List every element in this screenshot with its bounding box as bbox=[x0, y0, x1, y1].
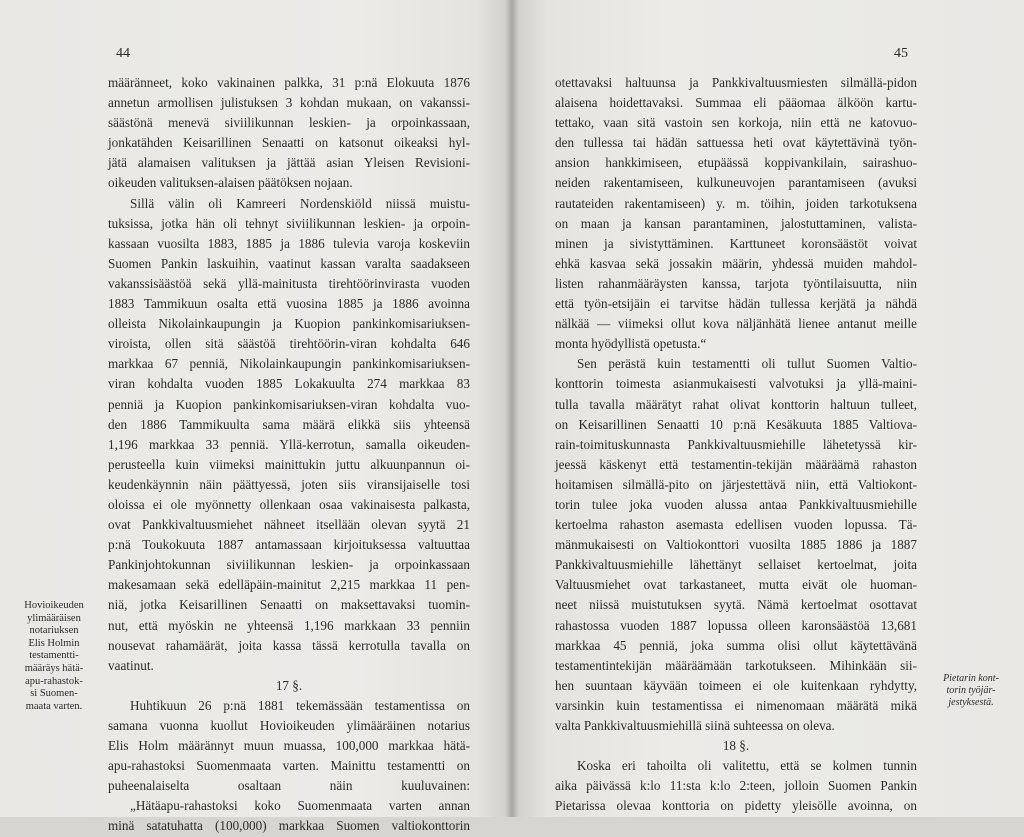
text-line: markkaa 45 penniä, joka summa olisi ollut käytettävänä bbox=[555, 637, 917, 653]
margin-note-line: notariuksen bbox=[29, 625, 79, 637]
text-line: otettavaksi haltuunsa ja Pankkivaltuusmiesten silmällä-pidon bbox=[555, 75, 917, 90]
text-line: keudenkäynnin näin päättyessä, joten siis viransijaiselle tosi bbox=[108, 476, 470, 492]
text-line: 1,196 markkaa 33 penniä. Yllä-kerrotun, samalla oikeuden- bbox=[108, 436, 470, 452]
text-line: torin tulee joka vuoden alussa antaa Pankkivaltuusmiehille bbox=[555, 496, 917, 512]
page-number: 45 bbox=[894, 46, 908, 61]
text-line: säästönä menevä siviilikunnan leskien- ja orpoinkassaan, bbox=[108, 115, 470, 131]
text-line: testamentintekijän määräämään tarkotukseen. Mihinkään sii- bbox=[555, 657, 917, 673]
text-line: 1883 Tammikuun osalta että vuosina 1885 ja 1886 avoinna bbox=[108, 296, 470, 312]
text-line: apu-rahastoksi Suomenmaata varten. Mainittu testamentti on bbox=[108, 758, 470, 774]
text-line: määränneet, koko vakinainen palkka, 31 p:nä Elokuuta 1876 bbox=[108, 75, 470, 90]
text-line: viroista, ollen sitä säästöä tirehtöörin-viran kohdalta 646 bbox=[108, 336, 470, 352]
text-line: oikeuden valituksen-alaisen päätöksen nojaan. bbox=[108, 175, 353, 191]
text-line: „Hätäapu-rahastoksi koko Suomenmaata varten annan bbox=[130, 798, 470, 814]
text-line: Valtuusmiehet ovat tarkastaneet, mutta eivät ole huoman- bbox=[555, 577, 917, 593]
left-page bbox=[0, 0, 512, 834]
text-line: mänmukaisesti on Valtiokonttori vuosilta 1885 1886 ja 1887 bbox=[555, 537, 917, 553]
text-line: vaatinut. bbox=[108, 657, 154, 673]
text-line: jätä alamaisen valituksen ja jättää asian Yleisen Revisioni- bbox=[108, 155, 470, 171]
text-line: Pankinjohtokunnan siviilikunnan leskien- ja orpoinkassaan bbox=[108, 557, 470, 573]
text-line: jeessä käskenyt että testamentin-tekijän määräämä rahaston bbox=[555, 456, 917, 472]
text-line: listen rahanmääräysten kanssa, tarjota työntilaisuutta, niin bbox=[555, 275, 917, 291]
text-line: ovat Pankkivaltuusmiehet nähneet itsellään olevan syytä 21 bbox=[108, 517, 470, 533]
text-line: ehkä kasvaa sekä jossakin määrin, yhdessä muiden mahdol- bbox=[555, 255, 917, 271]
text-line: neiden rakentamiseen, kulkuneuvojen parantamiseen (avuksi bbox=[555, 175, 917, 191]
text-line: ansion hankkimiseen, etupäässä koppivankilain, sairashuo- bbox=[555, 155, 917, 171]
text-line: nousevat rahamäärät, joita kassa tässä kerrotulla tavalla on bbox=[108, 637, 470, 653]
text-line: alaisena hoidettavaksi. Summaa eli pääomaa älköön kartu- bbox=[555, 95, 917, 111]
text-line: monta hyödyllistä opetusta.“ bbox=[555, 336, 707, 352]
text-line: Pankkivaltuusmiehille lähettänyt sellaiset kertoelmat, joita bbox=[555, 557, 917, 573]
margin-note-line: ylimääräisen bbox=[27, 612, 81, 624]
text-line: minen ja sivistyttäminen. Karttuneet koronsäästöt voivat bbox=[555, 235, 917, 251]
text-line: annetun armollisen julistuksen 3 kohdan mukaan, on vakanssi- bbox=[108, 95, 470, 111]
text-line: p:nä Toukokuuta 1887 antamassaan kirjoituksessa valtuuttaa bbox=[108, 537, 470, 553]
text-line: tettako, vaan sitä vastoin sen korkoja, niin että ne katovuo- bbox=[555, 115, 917, 131]
text-line: aika päivässä k:lo 11:sta k:lo 2:teen, jolloin Suomen Pankin bbox=[555, 778, 917, 794]
text-line: Sen perästä kuin testamentti oli tullut Suomen Valtio- bbox=[577, 356, 917, 372]
text-line: minä satatuhatta (100,000) markkaa Suomen valtiokonttorin bbox=[108, 818, 470, 834]
text-line: Sillä välin oli Kamreeri Nordenskiöld niissä muistu- bbox=[130, 195, 470, 211]
text-line: että työn-etsijäin ei tarvitse hädän tullessa kerjätä ja nähdä bbox=[555, 296, 917, 312]
text-line: Elis Holm määrännyt muun muassa, 100,000 markkaa hätä- bbox=[108, 738, 470, 754]
text-line: oloissa ei ole myönnetty ollenkaan osaa vakinaisesta palkasta, bbox=[108, 496, 470, 512]
text-line: Koska eri tahoilta oli valitettu, että se kolmen tunnin bbox=[577, 758, 917, 774]
text-line: perusteella kuin viimeksi mainittukin juttu alkuunpannun oi- bbox=[108, 456, 470, 472]
text-line: viran kohdalta vuoden 1885 Lokakuulta 274 markkaa 83 bbox=[108, 376, 470, 392]
text-line: rain-toimituskunnasta Pankkivaltuusmiehille lähetetyssä kir- bbox=[555, 436, 917, 452]
margin-note-line: määräys hätä- bbox=[24, 662, 84, 674]
text-line: nut, että myöskin ne yhteensä 1,196 markkaan 33 penniin bbox=[108, 617, 470, 633]
text-line: nälkää — viimeksi ollut kova näljänhätä lienee antanut meille bbox=[555, 316, 917, 332]
margin-note-line: maata varten. bbox=[25, 700, 83, 712]
section-heading: 18 §. bbox=[722, 738, 750, 754]
text-line: rautateiden rakentamiseen) y. m. töihin, joiden tarkotuksena bbox=[555, 195, 917, 211]
margin-note-line: si Suomen- bbox=[30, 688, 78, 700]
text-line: hen suuntaan käyvään toimeen ei ole kuitenkaan ryhdytty, bbox=[555, 677, 917, 693]
text-line: neet niissä muistutuksen syytä. Nämä kertoelmat osottavat bbox=[555, 597, 917, 613]
margin-note bbox=[2, 600, 106, 713]
text-line: on maan ja kansan parantaminen, jalostuttaminen, valista- bbox=[555, 215, 917, 231]
text-line: rahastossa vuoden 1887 lopussa olleen karonsäästöä 13,681 bbox=[555, 617, 917, 633]
text-line: konttorin toimesta asianmukaisesti valvotuksi ja yllä-maini- bbox=[555, 376, 917, 392]
text-line: vakanssisäästöä sekä yllä-mainitusta tirehtöörinvirasta vuoden bbox=[108, 275, 470, 291]
text-line: kertoelma rahaston asemasta edellisen vuoden lopussa. Tä- bbox=[555, 517, 917, 533]
margin-note-line: torin työjär- bbox=[946, 685, 996, 696]
text-line: samana vuonna kuollut Hovioikeuden ylimääräinen notarius bbox=[108, 718, 470, 733]
margin-note-line: apu-rahastok- bbox=[25, 675, 83, 687]
right-page bbox=[512, 0, 1024, 817]
text-line: tuksissa, jotka hän oli tehnyt siviilikunnan leskien- ja orpoin- bbox=[108, 215, 470, 231]
margin-note bbox=[926, 673, 1016, 709]
text-line: tulla tavalla määrätyt rahat olivat konttorin haltuun tulleet, bbox=[555, 396, 917, 412]
margin-note-line: testamentti- bbox=[29, 650, 79, 662]
book-gutter bbox=[505, 0, 519, 817]
margin-note-line: Pietarin kont- bbox=[943, 673, 999, 684]
text-line: on Keisarillinen Senaatti 10 p:nä Kesäkuuta 1885 Valtiova- bbox=[555, 416, 917, 432]
text-column bbox=[108, 73, 470, 837]
text-line: Pietarissa olevaa konttoria on pidetty yleisölle avoinna, on bbox=[555, 798, 917, 814]
text-line: olleista Nikolainkaupungin ja Kuopion pankinkomisariuksen- bbox=[108, 316, 470, 332]
text-line: jonkatähden Keisarillinen Senaatti on katsonut oikeaksi hyl- bbox=[108, 135, 470, 151]
text-line: den tullessa tai hädän sattuessa heti ovat käytettävinä työn- bbox=[555, 135, 917, 151]
text-line: kassaan vuosilta 1883, 1885 ja 1886 tulevia varoja koskeviin bbox=[108, 235, 470, 251]
text-line: makesamaan sekä edelläpäin-mainitut 2,215 markkaa 11 pen- bbox=[108, 577, 470, 593]
text-line: varsinkin kuin testamentissa ei nimenomaan määrätä mikä bbox=[555, 697, 917, 713]
text-line: markkaa 67 penniä, Nikolainkaupungin pankinkomisariuksen- bbox=[108, 356, 470, 372]
text-line: puheenalaiselta osaltaan näin kuuluvainen: bbox=[108, 778, 470, 794]
text-line: niä, jotka Keisarillinen Senaatti on maksettavaksi tuomin- bbox=[108, 597, 470, 613]
margin-note-line: jestyksestä. bbox=[948, 697, 994, 708]
text-line: den 1886 Tammikuulta sama määrä elikkä siis yhteensä bbox=[108, 416, 470, 432]
text-line: penniä ja Kuopion pankinkomisariuksen-viran kohdalta vuo- bbox=[108, 396, 470, 412]
page-number: 44 bbox=[116, 46, 130, 61]
text-line: hoitamisen silmällä-pito on järjestettävä niin, että Valtiokont- bbox=[555, 476, 917, 492]
margin-note-line: Elis Holmin bbox=[28, 637, 80, 649]
text-line: Suomen Pankin laskuihin, vaatinut kassan varalta saadakseen bbox=[108, 255, 470, 271]
text-line: Huhtikuun 26 p:nä 1881 tekemässään testamentissa on bbox=[130, 697, 470, 713]
section-heading: 17 §. bbox=[275, 677, 303, 693]
text-line: valta Pankkivaltuusmiehillä siinä suhteessa on oleva. bbox=[555, 718, 835, 733]
text-column bbox=[555, 73, 917, 816]
margin-note-line: Hovioikeuden bbox=[24, 600, 84, 611]
